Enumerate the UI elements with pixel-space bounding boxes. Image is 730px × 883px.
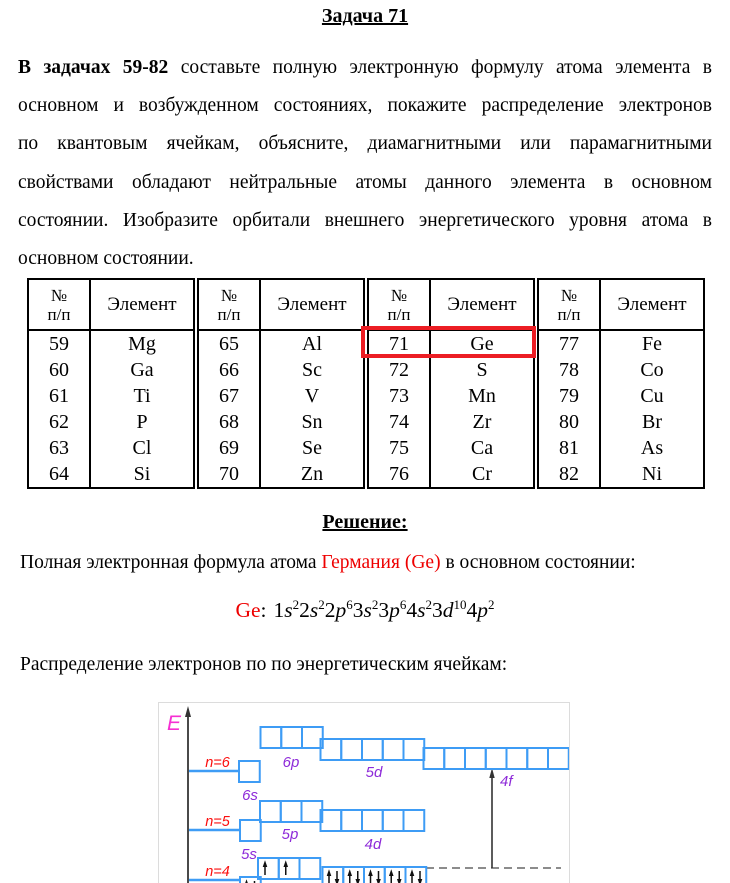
level-n=5 [188, 814, 240, 830]
cell-number: 79 [536, 383, 600, 409]
column-header-number: № п/п [196, 279, 260, 330]
orbital-label-5p: 5p [281, 826, 299, 843]
problem-line-text: составьте полную электронную формулу атома элемента в [168, 57, 712, 78]
formula-intro [20, 552, 636, 574]
level-label: n=6 [205, 755, 230, 771]
formula-term: $4p^2$ [466, 597, 495, 623]
level-n=6 [188, 755, 239, 771]
cell-number: 76 [366, 461, 430, 488]
problem-line: основном и возбужденном состояниях, покажите распределение электронов [18, 95, 712, 117]
electron-formula [0, 597, 730, 623]
elements-table [27, 278, 705, 489]
cell-number: 63 [49, 437, 69, 459]
solution-heading: Решение: [322, 511, 408, 533]
intro-prefix: Полная электронная формула атома [20, 552, 322, 573]
problem-title: Задача 71 [321, 5, 409, 27]
level-label: n=4 [205, 864, 230, 880]
column-header-element: Элемент [600, 279, 704, 330]
cell-number: 60 [49, 359, 69, 381]
level-label: n=5 [205, 814, 230, 830]
cell-number: 62 [49, 411, 69, 433]
orbital-4p [258, 858, 320, 879]
intro-element-red: Германия (Ge) [321, 552, 441, 573]
energy-axis [167, 706, 191, 883]
cell-element: Br [600, 409, 704, 435]
cell-element: V [260, 383, 366, 409]
orbital-label-6p: 6p [282, 754, 300, 771]
cell-element: P [90, 409, 196, 435]
elements-table-wrap [27, 278, 705, 489]
formula-term: $3d^{10}$ [432, 597, 467, 623]
orbital-label-4f: 4f [500, 773, 513, 790]
cell-number: 65 [196, 330, 260, 357]
formula-term: $2s^2$ [299, 597, 325, 623]
formula-term: $3s^2$ [352, 597, 379, 623]
orbital-label-4d: 4d [364, 836, 382, 853]
cell-number: 82 [536, 461, 600, 488]
formula-term: $2p^6$ [324, 597, 353, 623]
cell-element: Mg [90, 330, 196, 357]
cell-number: 72 [366, 357, 430, 383]
cell-element: Co [600, 357, 704, 383]
cell-number: 67 [196, 383, 260, 409]
cell-number: 73 [366, 383, 430, 409]
cell-element: Mn [430, 383, 536, 409]
cell-number: 68 [196, 409, 260, 435]
cell-number: 74 [366, 409, 430, 435]
level-n=4 [188, 864, 240, 880]
orbital-label-5s: 5s [241, 846, 257, 863]
cell-element: As [600, 435, 704, 461]
orbital-4d [321, 810, 425, 853]
formula-term: $3p^6$ [378, 597, 407, 623]
column-header-number: № п/п [536, 279, 600, 330]
cell-element: Ni [600, 461, 704, 488]
cell-element: Se [260, 435, 366, 461]
cell-number: 77 [536, 330, 600, 357]
arrow-to-4f [489, 768, 514, 868]
cell-element: Cr [430, 461, 536, 488]
cell-element: Zr [430, 409, 536, 435]
cell-element: Cu [600, 383, 704, 409]
formula-term: $4s^2$ [406, 597, 433, 623]
cell-element: Fe [600, 330, 704, 357]
column-header-number: № п/п [28, 279, 90, 330]
cell-element: Ga [90, 357, 196, 383]
column-header-element: Элемент [260, 279, 366, 330]
energy-diagram [158, 702, 570, 883]
cell-element-highlighted: Ge [430, 330, 536, 357]
formula-colon: : [260, 598, 267, 623]
formula-element: Ge [235, 598, 261, 623]
column-header-element: Элемент [430, 279, 536, 330]
cell-number: 75 [366, 435, 430, 461]
cell-number: 81 [536, 435, 600, 461]
orbital-4f [424, 748, 569, 769]
cell-element: Sc [260, 357, 366, 383]
formula-terms [274, 598, 495, 622]
cell-number: 61 [49, 385, 69, 407]
cell-element: Ca [430, 435, 536, 461]
orbital-3d [323, 867, 427, 883]
orbital-6s [239, 761, 260, 804]
cell-number: 80 [536, 409, 600, 435]
cell-element: S [430, 357, 536, 383]
problem-statement [18, 49, 712, 278]
problem-line: по квантовым ячейкам, объясните, диамагнитными или парамагнитными [18, 133, 712, 155]
cell-element: Sn [260, 409, 366, 435]
intro-suffix: в основном состоянии: [440, 552, 636, 573]
orbital-5p [260, 801, 322, 843]
column-header-number: № п/п [366, 279, 430, 330]
problem-line: состоянии. Изобразите орбитали внешнего энергетического уровня атома в [18, 209, 712, 231]
cell-element: Al [260, 330, 366, 357]
cell-number-highlighted: 71 [366, 330, 430, 357]
orbital-5d [321, 739, 425, 781]
cell-number: 66 [196, 357, 260, 383]
problem-line: основном состоянии. [18, 247, 194, 269]
orbital-6p [261, 727, 323, 771]
cell-number: 78 [536, 357, 600, 383]
problem-line [18, 49, 712, 87]
energy-diagram-svg [159, 703, 570, 883]
orbital-5s [240, 820, 261, 863]
cell-number: 69 [196, 435, 260, 461]
cell-element: Cl [90, 435, 196, 461]
column-header-element: Элемент [90, 279, 196, 330]
orbital-label-6s: 6s [242, 787, 258, 804]
cell-element: Si [90, 461, 196, 488]
cell-number: 70 [196, 461, 260, 488]
problem-line: свойствами обладают нейтральные атомы данного элемента в основном [18, 171, 712, 193]
formula-term: $1s^2$ [273, 597, 300, 623]
cell-element: Zn [260, 461, 366, 488]
cell-number: 59 [49, 333, 69, 355]
axis-label: E [167, 712, 182, 735]
problem-range-bold: В задачах 59-82 [18, 57, 169, 78]
cell-number: 64 [49, 463, 69, 485]
distribution-caption: Распределение электронов по по энергетическим ячейкам: [20, 654, 508, 675]
cell-element: Ti [90, 383, 196, 409]
orbital-label-5d: 5d [365, 764, 383, 781]
